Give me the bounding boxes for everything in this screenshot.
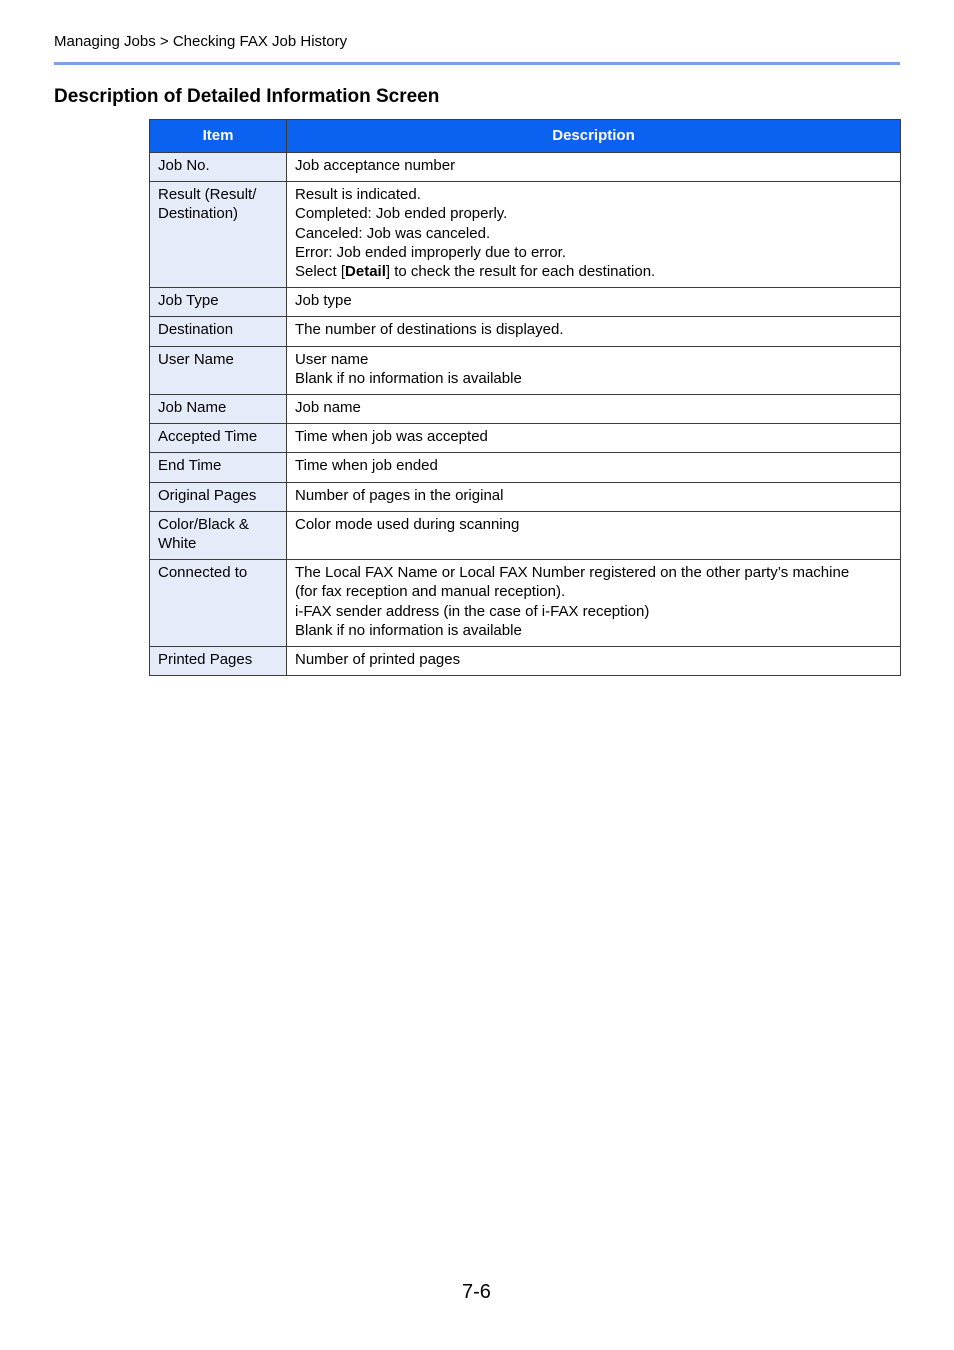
description-text: User name [295, 350, 369, 368]
description-line [295, 243, 893, 262]
item-cell: Result (Result/ Destination) [150, 182, 287, 288]
description-text: (for fax reception and manual reception). [295, 583, 566, 601]
item-cell: Accepted Time [150, 424, 287, 453]
item-cell: Job Type [150, 288, 287, 317]
description-text: The number of destinations is displayed. [295, 321, 564, 339]
description-text: Blank if no information is available [295, 621, 522, 639]
description-line [295, 563, 893, 582]
description-cell [287, 182, 901, 288]
description-text: Job name [295, 399, 361, 417]
description-line [295, 320, 893, 339]
description-cell [287, 346, 901, 394]
description-text: Result is indicated. [295, 186, 421, 204]
description-cell [287, 288, 901, 317]
item-cell: Original Pages [150, 482, 287, 511]
page-number: 7-6 [462, 1281, 491, 1303]
description-cell [287, 317, 901, 346]
table-row [150, 647, 901, 676]
description-text: Select [ [295, 263, 346, 281]
table-row [150, 153, 901, 182]
description-cell [287, 560, 901, 647]
description-line [295, 262, 893, 281]
description-text: The Local FAX Name or Local FAX Number registered on the other party’s machine [295, 564, 850, 582]
description-line [295, 156, 893, 175]
table-row [150, 317, 901, 346]
description-text: Time when job was accepted [295, 428, 488, 446]
column-header-description: Description [287, 120, 901, 153]
breadcrumb: Managing Jobs > Checking FAX Job History [54, 33, 348, 50]
item-cell: Job Name [150, 395, 287, 424]
description-cell [287, 511, 901, 559]
description-line [295, 582, 893, 601]
item-cell: Color/Black & White [150, 511, 287, 559]
description-cell [287, 647, 901, 676]
description-line [295, 350, 893, 369]
description-line [295, 291, 893, 310]
description-line [295, 427, 893, 446]
description-line [295, 602, 893, 621]
description-line [295, 369, 893, 388]
table-row [150, 288, 901, 317]
description-text: Number of printed pages [295, 651, 461, 669]
description-line [295, 185, 893, 204]
description-text: Job acceptance number [295, 157, 456, 174]
description-cell [287, 153, 901, 182]
description-cell [287, 482, 901, 511]
description-text: Error: Job ended improperly due to error. [295, 243, 566, 261]
description-text: Job type [295, 292, 352, 310]
table-row [150, 346, 901, 394]
item-cell: Connected to [150, 560, 287, 647]
table-header-row [150, 120, 901, 153]
item-cell: End Time [150, 453, 287, 482]
description-text: Number of pages in the original [295, 486, 504, 504]
table-body [150, 153, 901, 676]
description-line [295, 398, 893, 417]
description-cell [287, 395, 901, 424]
item-cell: Job No. [150, 153, 287, 182]
description-cell [287, 424, 901, 453]
description-text: Completed: Job ended properly. [295, 205, 508, 223]
item-cell: Destination [150, 317, 287, 346]
description-text: Color mode used during scanning [295, 515, 520, 533]
description-line [295, 650, 893, 669]
description-line [295, 224, 893, 243]
description-text: Canceled: Job was canceled. [295, 224, 491, 242]
table-row [150, 395, 901, 424]
description-emphasis: Detail [345, 263, 386, 281]
description-text: ] to check the result for each destination. [385, 263, 656, 281]
item-cell: User Name [150, 346, 287, 394]
detailed-info-table [149, 119, 901, 676]
table-row [150, 511, 901, 559]
description-line [295, 515, 893, 534]
description-line [295, 204, 893, 223]
description-text: i-FAX sender address (in the case of i-FAX reception) [295, 602, 650, 620]
section-title: Description of Detailed Information Screen [54, 86, 440, 107]
description-text: Time when job ended [295, 457, 438, 475]
description-line [295, 621, 893, 640]
table-row [150, 482, 901, 511]
table-row [150, 424, 901, 453]
description-text: Blank if no information is available [295, 369, 522, 387]
description-cell [287, 453, 901, 482]
table-row [150, 453, 901, 482]
header-divider [54, 62, 900, 65]
column-header-item: Item [150, 120, 287, 153]
description-line [295, 486, 893, 505]
table-row [150, 182, 901, 288]
description-line [295, 456, 893, 475]
table-row [150, 560, 901, 647]
item-cell: Printed Pages [150, 647, 287, 676]
